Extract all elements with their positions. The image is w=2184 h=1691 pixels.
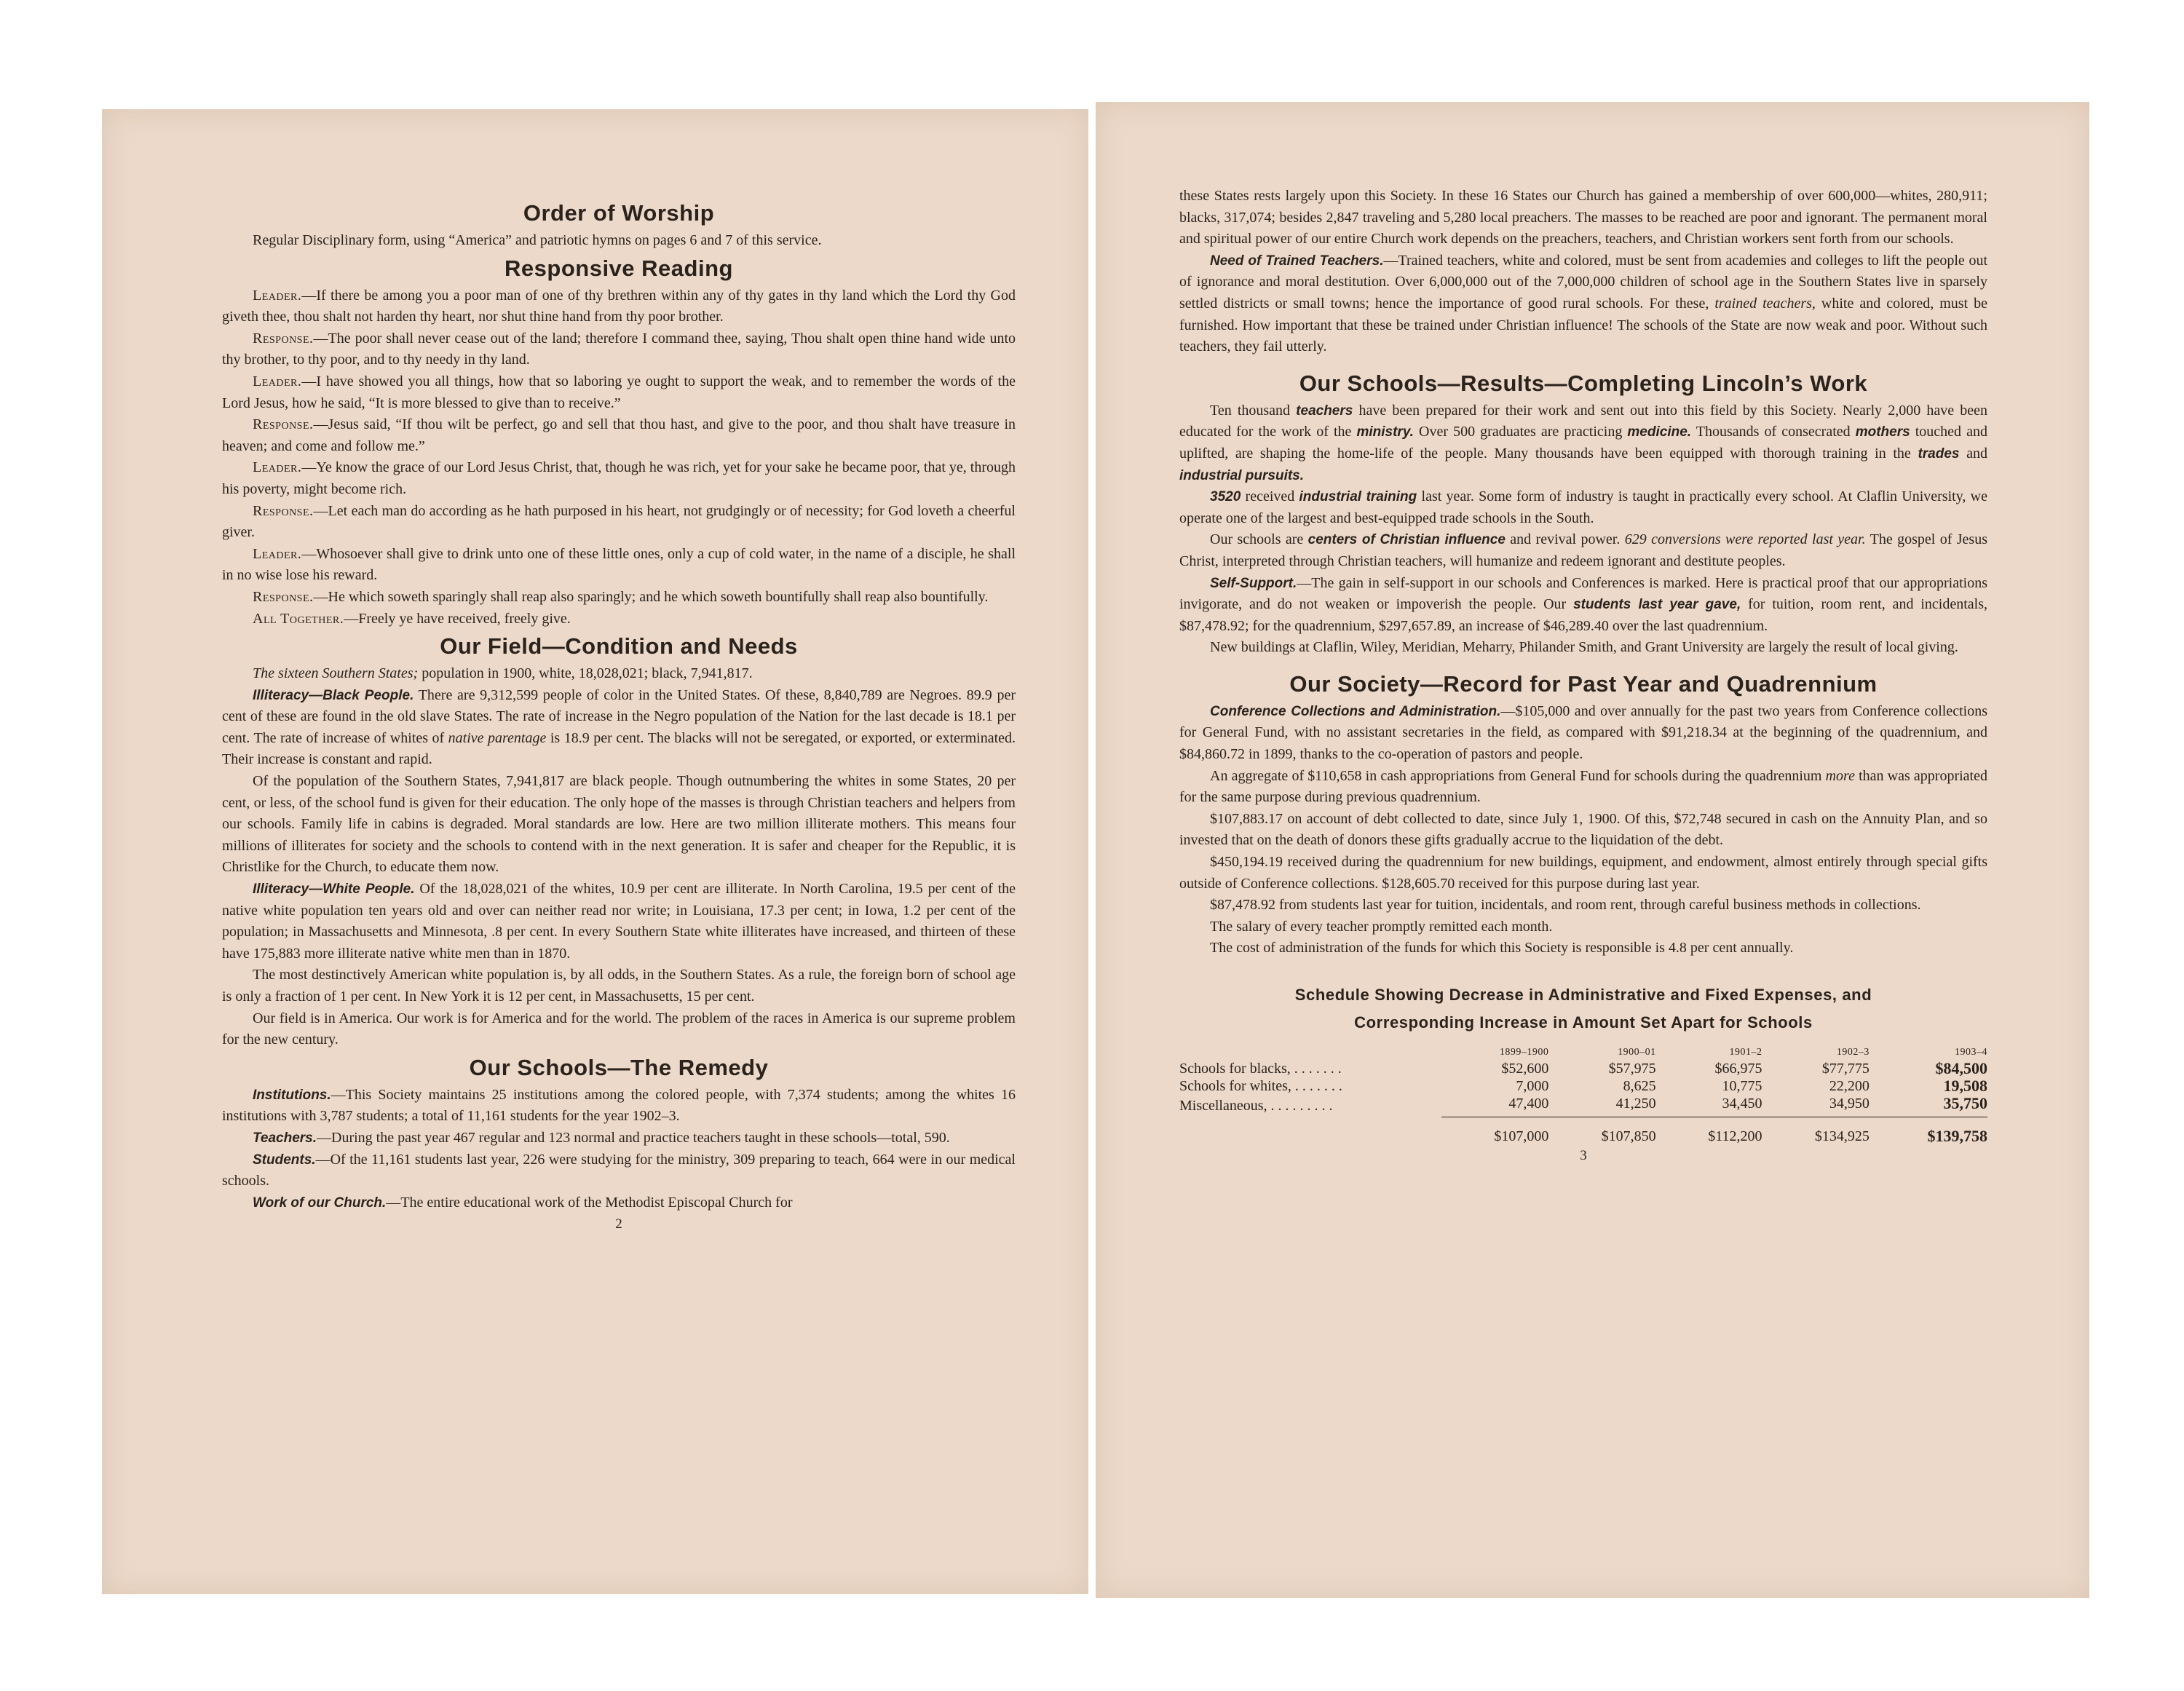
schedule-row-misc: [1179, 1095, 1987, 1117]
responsive-role: Leader.: [253, 287, 302, 304]
record-paragraph-3: $107,883.17 on account of debt collected to date, since July 1, 1900. Of this, $72,748 secured in cash on the Annuity Plan, and so invested that on the death of donors these gifts gradually accrue to the liquidation of the debt.: [1179, 810, 1987, 849]
responsive-text: —Jesus said, “If thou wilt be perfect, go and sell that thou hast, and give to the poor, and thou shalt have treasure in heaven; and come and follow me.”: [222, 416, 1016, 454]
schedule-cell: $52,600: [1501, 1061, 1549, 1077]
responsive-line: [222, 328, 1016, 371]
results-p4-b1: Self-Support.: [1210, 575, 1297, 591]
results-paragraph-5: New buildings at Claflin, Wiley, Meridian, Meharry, Philander Smith, and Grant University are largely the result of local giving.: [1210, 639, 1958, 656]
results-paragraph-4: [1179, 573, 1987, 638]
responsive-role: Response.: [253, 588, 314, 605]
field-p1-text: population in 1900, white, 18,028,021; black, 7,941,817.: [418, 665, 753, 682]
schedule-year-header: 1901–2: [1729, 1047, 1762, 1058]
results-paragraph-1: [1179, 400, 1987, 486]
results-p3a: Our schools are: [1210, 531, 1308, 548]
page-number-left: 2: [615, 1216, 622, 1232]
field-p2-bold: Illiteracy—Black People.: [253, 687, 414, 703]
schedule-cell: 35,750: [1943, 1094, 1987, 1112]
schedule-cell: $77,775: [1821, 1061, 1870, 1077]
need-italic: trained teachers,: [1714, 295, 1816, 312]
heading-results: Our Schools—Results—Completing Lincoln’s Work: [1299, 370, 1868, 396]
responsive-text: —The poor shall never cease out of the land; therefore I command thee, saying, Thou shalt open thine hand wide unto thy brother, to thy poor, and to thy needy in thy land.: [222, 330, 1016, 368]
responsive-line: [222, 609, 1016, 630]
field-p2-italic: native parentage: [448, 729, 547, 746]
results-p2b: last year. Some form of industry is taught in practically every school. At Claflin University, we operate one of the largest and best-equipped trade schools in the South.: [1179, 488, 1987, 526]
results-p1a: Ten thousand: [1210, 402, 1297, 419]
schedule-total-row: [1179, 1117, 1987, 1146]
results-p4a: —The gain in self-support in our schools and Conferences is marked. Here is practical proof that our appropriations invigorate, and do not weaken or impoverish the people. Our: [1179, 574, 1987, 613]
record-paragraph-6: The salary of every teacher promptly remitted each month.: [1210, 918, 1553, 935]
heading-order-of-worship: Order of Worship: [523, 200, 715, 226]
schedule-year-header: 1899–1900: [1499, 1047, 1549, 1058]
schedule-row-blacks: [1179, 1060, 1987, 1077]
responsive-text: —Ye know the grace of our Lord Jesus Christ, that, though he was rich, yet for your sake he became poor, that ye, through his poverty, might become rich.: [222, 459, 1016, 497]
responsive-line: [222, 544, 1016, 587]
right-page-content: [1179, 186, 1987, 1164]
schedule-header-row: [1179, 1041, 1987, 1060]
results-p1-b2: ministry.: [1356, 424, 1414, 440]
intro-paragraph: these States rests largely upon this Society. In these 16 States our Church has gained a membership of over 600,000—whites, 280,911; blacks, 317,074; besides 2,847 traveling and 5,280 local preachers. The masses to be reached are poor and ignorant. The permanent moral and spiritual power of our entire Church work depends on the preachers, teachers, and Christian workers sent forth from our schools.: [1179, 188, 1987, 247]
results-paragraph-2: [1179, 486, 1987, 529]
schedule-cell: $57,975: [1608, 1061, 1656, 1077]
remedy-p2-bold: Teachers.: [253, 1130, 317, 1146]
schedule-cell: 41,250: [1615, 1096, 1656, 1112]
schedule-total-label-blank: [1179, 1117, 1441, 1146]
schedule-year-header: 1900–01: [1618, 1047, 1656, 1058]
responsive-text: —He which soweth sparingly shall reap also sparingly; and he which soweth bountifully shall reap also bountifully.: [313, 588, 989, 605]
results-p1c: Over 500 graduates are practicing: [1413, 424, 1628, 440]
heading-responsive-reading: Responsive Reading: [505, 255, 733, 281]
record-paragraph-4: $450,194.19 received during the quadrennium for new buildings, equipment, and endowment, almost entirely through special gifts outside of Conference collections. $128,605.70 received for this purpose during last year.: [1179, 854, 1987, 892]
results-p4-b2: students last year gave,: [1573, 597, 1741, 613]
remedy-p1-bold: Institutions.: [253, 1087, 331, 1103]
field-p2-end: is 18.9 per cent. The blacks will not be seregated, or exported, or exterminated. Their increase is constant and rapid.: [222, 729, 1016, 768]
results-p4b: for tuition, room rent, and incidentals, $87,478.92; for the quadrennium, $297,657.89, an increase of $46,289.40 over the last quadrennium.: [1179, 596, 1988, 634]
heading-our-field: Our Field—Condition and Needs: [440, 633, 798, 660]
responsive-line: [222, 414, 1016, 457]
record-p1-text: —$105,000 and over annually for the past two years from Conference collections for General Fund, with no assistant secretaries in the field, as compared with $91,218.34 at the beginning of the quadrennium, and $84,860.72 in 1899, thanks to the co-operation of pastors and people.: [1179, 702, 1987, 763]
need-bold: Need of Trained Teachers.: [1210, 253, 1384, 269]
right-page: [1096, 102, 2089, 1598]
record-paragraph-2: [1179, 766, 1987, 809]
schedule-cell: 34,450: [1722, 1096, 1762, 1112]
field-paragraph-6: Our field is in America. Our work is for America and for the world. The problem of the races in America is our supreme problem for the new century.: [222, 1010, 1016, 1048]
heading-record: Our Society—Record for Past Year and Quadrennium: [1289, 670, 1878, 697]
schedule-row-label: Schools for whites, . . . . . . .: [1179, 1078, 1342, 1094]
results-p1-b6: industrial pursuits.: [1179, 467, 1305, 483]
schedule-total-cell: $134,925: [1762, 1117, 1870, 1146]
schedule-cell: 34,950: [1829, 1096, 1870, 1112]
schedule-row-whites: [1179, 1077, 1987, 1095]
responsive-text: —Freely ye have received, freely give.: [344, 610, 571, 627]
left-page-content: [222, 197, 1016, 1232]
schedule-row-label: Schools for blacks, . . . . . . .: [1179, 1061, 1342, 1077]
field-paragraph-4: [222, 879, 1016, 965]
schedule-year-header: 1902–3: [1836, 1047, 1870, 1058]
schedule-cell: 7,000: [1516, 1078, 1549, 1094]
record-paragraph-7: The cost of administration of the funds for which this Society is responsible is 4.8 per cent annually.: [1210, 940, 1794, 957]
need-text: —Trained teachers, white and colored, must be sent from academies and colleges to lift the people out of ignorance and moral destitution. Over 6,000,000 out of the 7,000,000 children of school age in the Southern States live in sparsely settled districts or small towns; hence the importance of good rural schools. For these,: [1179, 252, 1988, 312]
responsive-role: All Together.: [253, 610, 344, 627]
responsive-role: Response.: [253, 502, 314, 519]
schedule-cell: 22,200: [1829, 1078, 1870, 1094]
schedule-year-header: 1903–4: [1955, 1047, 1987, 1058]
results-p1f: and: [1959, 445, 1987, 462]
results-p1b: have been prepared for their work and sent out into this field by this Society. Nearly 2,000 have been educated for the work of the: [1179, 402, 1988, 440]
remedy-paragraph-3: [222, 1149, 1016, 1192]
order-of-worship-text: Regular Disciplinary form, using “America” and patriotic hymns on pages 6 and 7 of this service.: [253, 232, 822, 248]
results-p3b: and revival power.: [1505, 531, 1625, 548]
results-p3-italic: 629 conversions were reported last year.: [1624, 531, 1866, 548]
remedy-p2-text: —During the past year 467 regular and 123 normal and practice teachers taught in these schools—total, 590.: [317, 1129, 950, 1146]
responsive-line: [222, 285, 1016, 328]
schedule-total-cell: $107,850: [1548, 1117, 1655, 1146]
responsive-text: —I have showed you all things, how that so laboring ye ought to support the weak, and to remember the words of the Lord Jesus, how he said, “It is more blessed to give than to receive.”: [222, 373, 1016, 411]
heading-our-schools-remedy: Our Schools—The Remedy: [469, 1054, 769, 1080]
results-p1-b1: teachers: [1296, 403, 1353, 419]
results-paragraph-3: [1179, 529, 1987, 572]
responsive-line: [222, 371, 1016, 414]
schedule-cell: 19,508: [1943, 1077, 1987, 1095]
responsive-role: Response.: [253, 416, 314, 433]
responsive-role: Response.: [253, 330, 314, 346]
field-paragraph-3: Of the population of the Southern States, 7,941,817 are black people. Though outnumbering the whites in some States, 20 per cent, or less, of the school fund is given for their education. The only hope of the masses is through Christian teachers and helpers from our schools. Family life in cabins is degraded. Moral standards are low. Here are two million illiterate mothers. This means four millions of illiterates for society and the schools to contend with in the next generation. It is safer and cheaper for the Republic, it is Christlike for the Church, to educate them now.: [222, 773, 1016, 876]
record-paragraph-5: $87,478.92 from students last year for tuition, incidentals, and room rent, through careful business methods in collections.: [1210, 897, 1921, 914]
responsive-line: [222, 457, 1016, 500]
field-paragraph-2: [222, 685, 1016, 771]
responsive-role: Leader.: [253, 373, 302, 389]
left-page: [102, 109, 1088, 1594]
responsive-text: —If there be among you a poor man of one of thy brethren within any of thy gates in thy land which the Lord thy God giveth thee, thou shalt not harden thy heart, nor shut thine hand from thy poor brother.: [222, 287, 1016, 325]
results-p3-bold: centers of Christian influence: [1307, 532, 1506, 548]
page-number-right: 3: [1580, 1148, 1587, 1163]
record-p1-bold: Conference Collections and Administration.: [1210, 703, 1501, 719]
results-p1-b3: medicine.: [1627, 424, 1692, 440]
results-p2-b2: industrial training: [1299, 489, 1417, 505]
schedule-title-line-2: Corresponding Increase in Amount Set Apart for Schools: [1354, 1013, 1813, 1031]
responsive-text: —Whosoever shall give to drink unto one of these little ones, only a cup of cold water, in the name of a disciple, he shall in no wise lose his reward.: [222, 545, 1016, 584]
schedule-cell: $66,975: [1714, 1061, 1762, 1077]
results-p1d: Thousands of consecrated: [1691, 424, 1856, 440]
results-p3c: The gospel of Jesus Christ, interpreted through Christian teachers, will humanize and redeem ignorant and destitute peoples.: [1179, 531, 1987, 569]
need-paragraph: [1179, 250, 1987, 358]
schedule-header-blank: [1179, 1041, 1441, 1060]
record-paragraph-1: [1179, 701, 1987, 766]
field-p4-text: Of the 18,028,021 of the whites, 10.9 per cent are illiterate. In North Carolina, 19.5 per cent of the native white population ten years old and over can neither read nor write; in Louisiana, 17.3 per cent; in Iowa, 1.2 per cent of the population; in Massachusetts and Minnesota, .8 per cent. In every Southern State white illiterates have increased, and thirteen of these have 175,883 more illiterate native white men than in 1870.: [222, 881, 1016, 962]
schedule-row-label: Miscellaneous, . . . . . . . . .: [1179, 1098, 1333, 1114]
record-p2b: than was appropriated for the same purpose during previous quadrennium.: [1179, 767, 1987, 806]
remedy-p4-bold: Work of our Church.: [253, 1195, 387, 1211]
results-p1e: touched and uplifted, are shaping the home-life of the people. Many thousands have been equipped with thorough training in the: [1179, 424, 1988, 462]
schedule-title-line-1: Schedule Showing Decrease in Administrative and Fixed Expenses, and: [1294, 986, 1872, 1004]
remedy-paragraph-4: [222, 1192, 1016, 1214]
schedule-cell: 47,400: [1508, 1096, 1549, 1112]
results-p1-b4: mothers: [1855, 424, 1910, 440]
field-p2-text: There are 9,312,599 people of color in the United States. Of these, 8,840,789 are Negroes. 89.9 per cent of these are found in the old slave States. The rate of increase in the Negro population of the Nation for the last decade is 18.1 per cent. The rate of increase of whites of: [222, 686, 1016, 746]
remedy-p3-bold: Students.: [253, 1152, 316, 1168]
responsive-text: —Let each man do according as he hath purposed in his heart, not grudgingly or of necessity; for God loveth a cheerful giver.: [222, 502, 1016, 541]
schedule-table: [1179, 1041, 1987, 1145]
schedule-cell: $84,500: [1935, 1059, 1987, 1077]
field-paragraph-5: The most destinctively American white population is, by all odds, in the Southern States. As a rule, the foreign born of school age is only a fraction of 1 per cent. In New York it is 12 per cent, in Massachusetts, 15 per cent.: [222, 967, 1016, 1005]
record-p2-italic: more: [1825, 767, 1855, 784]
field-paragraph-1: [222, 663, 1016, 685]
record-p2a: An aggregate of $110,658 in cash appropriations from General Fund for schools during the quadrennium: [1210, 767, 1826, 784]
need-end: white and colored, must be furnished. How important that these be trained under Christian influence! The schools of the State are now weak and poor. Without such teachers, they fail utterly.: [1179, 295, 1988, 355]
results-p2-b1: 3520: [1210, 489, 1241, 505]
remedy-p1-text: —This Society maintains 25 institutions among the colored people, with 7,374 students; among the whites 16 institutions with 3,787 students; a total of 11,161 students for the year 1902–3.: [222, 1086, 1016, 1125]
field-p4-bold: Illiteracy—White People.: [253, 882, 415, 898]
responsive-role: Leader.: [253, 459, 302, 476]
responsive-reading-list: [222, 285, 1016, 630]
schedule-total-cell: $139,758: [1870, 1117, 1987, 1146]
schedule-total-cell: $112,200: [1656, 1117, 1762, 1146]
results-p2a: received: [1241, 488, 1299, 505]
schedule-title: [1179, 981, 1987, 1037]
field-p1-italic: The sixteen Southern States;: [253, 665, 419, 682]
responsive-role: Leader.: [253, 545, 302, 562]
responsive-line: [222, 501, 1016, 544]
responsive-line: [222, 587, 1016, 609]
remedy-paragraph-2: [222, 1128, 1016, 1149]
schedule-cell: 8,625: [1623, 1078, 1656, 1094]
schedule-cell: 10,775: [1722, 1078, 1762, 1094]
results-p1-b5: trades: [1918, 445, 1960, 462]
remedy-p3-text: —Of the 11,161 students last year, 226 were studying for the ministry, 309 preparing to teach, 664 were in our medical schools.: [222, 1151, 1016, 1189]
schedule-total-cell: $107,000: [1441, 1117, 1548, 1146]
remedy-p4-text: —The entire educational work of the Methodist Episcopal Church for: [386, 1194, 793, 1211]
remedy-paragraph-1: [222, 1085, 1016, 1128]
